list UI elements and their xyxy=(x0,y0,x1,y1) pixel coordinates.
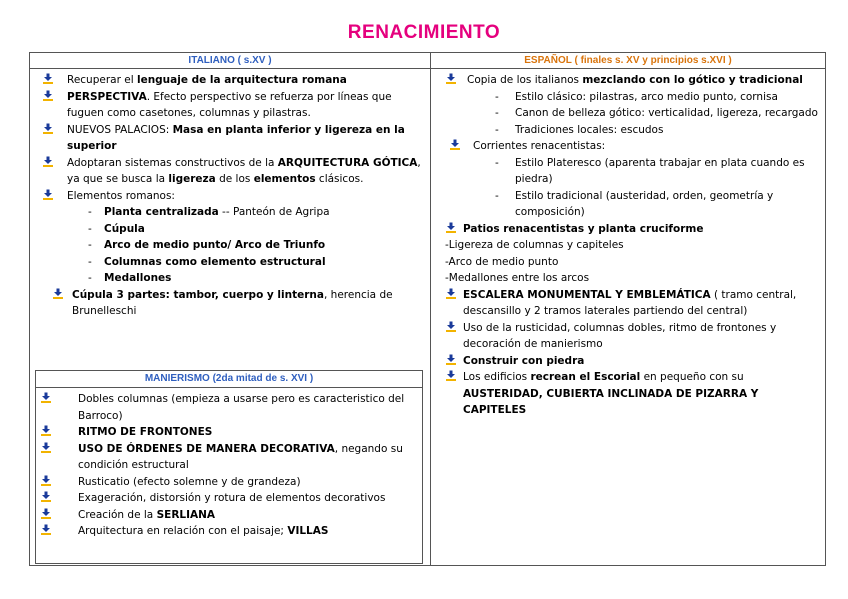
sub-list-item: - Estilo tradicional (austeridad, orden, geometría y composición) xyxy=(495,189,774,218)
list-item xyxy=(40,474,418,491)
text: en pequeño con su xyxy=(640,371,744,383)
arrow-bullet-icon xyxy=(42,188,58,205)
list-item xyxy=(445,287,820,320)
list-item xyxy=(42,287,426,320)
list-item xyxy=(42,89,426,122)
plain-line: -Ligereza de columnas y capiteles xyxy=(445,239,624,251)
list-item xyxy=(445,221,820,238)
dash-marker: - xyxy=(88,206,92,218)
sub-list-item xyxy=(42,270,426,287)
bold-text: ESCALERA MONUMENTAL Y EMBLEMÁTICA xyxy=(463,288,711,301)
bold-text: USO DE ÓRDENES DE MANERA DECORATIVA xyxy=(78,442,335,455)
manierismo-header: MANIERISMO (2da mitad de s. XVI ) xyxy=(36,371,422,388)
italiano-header: ITALIANO ( s.XV ) xyxy=(30,53,430,69)
sub-list-item: - Estilo Plateresco (aparenta trabajar en plata cuando es piedra) xyxy=(495,156,805,185)
text: Recuperar el xyxy=(67,74,137,86)
list-item xyxy=(40,441,418,474)
bold-text: Patios renacentistas y planta cruciforme xyxy=(463,222,704,235)
manierismo-box xyxy=(35,370,423,564)
page-title: RENACIMIENTO xyxy=(347,22,501,43)
list-item xyxy=(445,353,820,370)
dash-marker: - xyxy=(495,107,499,119)
text: , herencia de Brunelleschi xyxy=(72,288,393,317)
dash-marker: - xyxy=(495,90,499,103)
text: Dobles columnas (empieza a usarse pero es caracteristico del Barroco) xyxy=(78,393,405,422)
arrow-bullet-icon xyxy=(40,507,56,524)
dash-marker: - xyxy=(495,123,499,136)
bold-text: Cúpula 3 partes: tambor, cuerpo y linterna xyxy=(72,288,324,301)
list-item xyxy=(40,490,418,507)
arrow-bullet-icon xyxy=(449,138,465,155)
arrow-bullet-icon xyxy=(445,72,461,89)
sub-list-item xyxy=(42,204,426,221)
arrow-bullet-icon xyxy=(40,391,56,408)
arrow-bullet-icon xyxy=(42,72,58,89)
bold-text: mezclando con lo gótico y tradicional xyxy=(582,74,803,86)
espanol-column xyxy=(445,72,820,419)
bold-text: lenguaje de la arquitectura romana xyxy=(136,74,347,86)
dash-marker: - xyxy=(495,156,499,169)
sub-list-item: - Estilo clásico: pilastras, arco medio punto, cornisa xyxy=(445,89,820,106)
bold-text: Masa en planta inferior y ligereza en la superior xyxy=(67,123,405,152)
bold-text: Construir con piedra xyxy=(463,354,585,367)
arrow-bullet-icon xyxy=(52,287,68,304)
bold-text: PERSPECTIVA xyxy=(67,90,147,103)
list-item xyxy=(42,155,426,188)
text: clásicos. xyxy=(315,173,364,185)
list-item xyxy=(40,424,418,441)
list-item xyxy=(40,523,418,540)
arrow-bullet-icon xyxy=(445,353,461,370)
bold-text: recrean el Escorial xyxy=(530,371,641,383)
sub-list-item xyxy=(42,254,426,271)
text: -- Panteón de Agripa xyxy=(218,206,330,218)
bold-text: elementos xyxy=(253,173,316,185)
sub-list-item xyxy=(42,237,426,254)
bold-text: Medallones xyxy=(104,272,172,284)
arrow-bullet-icon xyxy=(42,122,58,139)
text: Elementos romanos: xyxy=(67,189,175,202)
text: NUEVOS PALACIOS: xyxy=(67,123,173,136)
column-divider xyxy=(430,53,431,565)
arrow-bullet-icon xyxy=(445,369,461,386)
list-item xyxy=(40,391,418,424)
dash-marker: - xyxy=(88,255,92,268)
arrow-bullet-icon xyxy=(40,441,56,458)
text: Arquitectura en relación con el paisaje; xyxy=(78,525,288,537)
list-item xyxy=(42,72,426,89)
plain-line: -Arco de medio punto xyxy=(445,255,559,268)
list-item xyxy=(445,138,820,155)
text: Exageración, distorsión y rotura de elementos decorativos xyxy=(78,492,386,504)
dash-marker: - xyxy=(88,239,92,251)
text: Uso de la rusticidad, columnas dobles, ritmo de frontones y decoración de manierismo xyxy=(463,321,777,350)
arrow-bullet-icon xyxy=(40,474,56,491)
arrow-bullet-icon xyxy=(40,424,56,441)
list-item xyxy=(445,320,820,353)
text: Rusticatio (efecto solemne y de grandeza) xyxy=(78,475,301,488)
arrow-bullet-icon xyxy=(445,221,461,238)
bold-text: Planta centralizada xyxy=(104,206,219,218)
bold-text: AUSTERIDAD, CUBIERTA INCLINADA DE PIZARRA Y CAPITELES xyxy=(463,387,759,416)
sub-list-item xyxy=(42,221,426,238)
italiano-column xyxy=(42,72,426,320)
text: ( tramo central, descansillo y 2 tramos laterales partiendo del central) xyxy=(463,288,797,317)
bold-text: SERLIANA xyxy=(156,508,216,521)
text: , negando su condición estructural xyxy=(78,442,403,471)
plain-line: -Medallones entre los arcos xyxy=(445,272,590,284)
arrow-bullet-icon xyxy=(445,320,461,337)
list-item xyxy=(40,507,418,524)
text: Creación de la xyxy=(78,508,157,521)
list-item xyxy=(445,369,820,419)
bold-text: Columnas como elemento estructural xyxy=(104,255,326,268)
list-item xyxy=(42,188,426,205)
text: Los edificios xyxy=(463,371,531,383)
sub-list-item: - Canon de belleza gótico: verticalidad, ligereza, recargado xyxy=(445,105,820,122)
bold-text: Cúpula xyxy=(104,222,145,235)
bold-text: ARQUITECTURA GÓTICA xyxy=(277,156,418,169)
list-item xyxy=(42,122,426,155)
text: Corrientes renacentistas: xyxy=(473,140,606,152)
arrow-bullet-icon xyxy=(40,523,56,540)
dash-marker: - xyxy=(88,222,92,235)
text: , ya que se busca la xyxy=(67,156,421,185)
text: de los xyxy=(215,173,254,185)
dash-marker: - xyxy=(88,272,92,284)
sub-list-item: - Tradiciones locales: escudos xyxy=(445,122,820,139)
bold-text: RITMO DE FRONTONES xyxy=(78,426,213,438)
comparison-table xyxy=(29,52,826,566)
arrow-bullet-icon xyxy=(445,287,461,304)
text: Adoptaran sistemas constructivos de la xyxy=(67,156,278,169)
bold-text: ligereza xyxy=(168,173,216,185)
bold-text: VILLAS xyxy=(287,525,329,537)
dash-marker: - xyxy=(495,189,499,202)
arrow-bullet-icon xyxy=(42,89,58,106)
espanol-header: ESPAÑOL ( finales s. XV y principios s.XVI ) xyxy=(431,53,825,69)
list-item xyxy=(445,72,820,89)
bold-text: Arco de medio punto/ Arco de Triunfo xyxy=(104,239,326,251)
text: Copia de los italianos xyxy=(467,74,583,86)
arrow-bullet-icon xyxy=(40,490,56,507)
text: . Efecto perspectivo se refuerza por líneas que fuguen como casetones, columnas y pilastras. xyxy=(67,90,392,119)
arrow-bullet-icon xyxy=(42,155,58,172)
